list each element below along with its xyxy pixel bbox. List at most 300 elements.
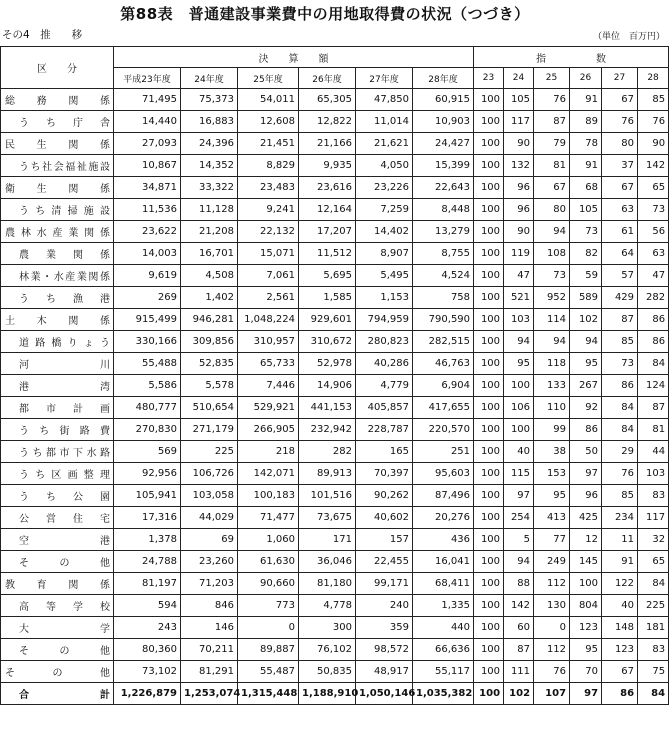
amount-cell: 0	[238, 617, 299, 639]
index-cell: 100	[474, 287, 504, 309]
index-cell: 76	[534, 89, 570, 111]
index-cell: 32	[638, 529, 669, 551]
table-body	[1, 89, 669, 705]
amount-cell: 225	[181, 441, 238, 463]
row-label-text: 衛 生 関 係	[5, 184, 110, 195]
amount-cell: 36,046	[299, 551, 356, 573]
index-cell: 804	[570, 595, 602, 617]
table-row	[1, 485, 669, 507]
row-label-text: うち都市下水路	[19, 448, 110, 459]
amount-cell: 101,516	[299, 485, 356, 507]
index-cell: 100	[474, 661, 504, 683]
index-cell: 106	[504, 397, 534, 419]
row-label	[1, 331, 114, 353]
row-label	[1, 309, 114, 331]
row-label-text: 大 学	[19, 624, 110, 635]
amount-cell: 8,755	[413, 243, 474, 265]
amount-cell: 4,524	[413, 265, 474, 287]
amount-cell: 23,483	[238, 177, 299, 199]
row-label	[1, 89, 114, 111]
row-label-text: 河 川	[19, 360, 110, 371]
index-cell: 142	[638, 155, 669, 177]
row-label	[1, 617, 114, 639]
index-cell: 65	[638, 177, 669, 199]
amount-cell: 71,495	[114, 89, 181, 111]
row-label	[1, 287, 114, 309]
table-row	[1, 155, 669, 177]
index-cell: 89	[570, 111, 602, 133]
amount-cell: 55,488	[114, 353, 181, 375]
amount-cell: 40,602	[356, 507, 413, 529]
index-cell: 94	[504, 331, 534, 353]
amount-cell: 23,226	[356, 177, 413, 199]
index-cell: 145	[570, 551, 602, 573]
amount-cell: 73,675	[299, 507, 356, 529]
amount-cell: 76,102	[299, 639, 356, 661]
index-cell: 97	[504, 485, 534, 507]
index-cell: 413	[534, 507, 570, 529]
index-cell: 87	[534, 111, 570, 133]
index-cell: 117	[504, 111, 534, 133]
index-cell: 100	[474, 265, 504, 287]
index-cell: 130	[534, 595, 570, 617]
amount-cell: 11,512	[299, 243, 356, 265]
amount-cell: 12,822	[299, 111, 356, 133]
amount-cell: 17,316	[114, 507, 181, 529]
amount-cell: 4,779	[356, 375, 413, 397]
index-year-header: 27	[602, 68, 638, 89]
row-label-text: 公 営 住 宅	[19, 514, 110, 525]
index-cell: 90	[638, 133, 669, 155]
row-label	[1, 375, 114, 397]
index-cell: 100	[474, 243, 504, 265]
index-cell: 107	[534, 683, 570, 705]
amount-cell: 310,957	[238, 331, 299, 353]
amount-cell: 46,763	[413, 353, 474, 375]
index-cell: 97	[570, 463, 602, 485]
amount-cell: 15,071	[238, 243, 299, 265]
amount-cell: 23,622	[114, 221, 181, 243]
index-cell: 952	[534, 287, 570, 309]
amount-cell: 529,921	[238, 397, 299, 419]
amount-cell: 44,029	[181, 507, 238, 529]
amount-cell: 24,396	[181, 133, 238, 155]
amount-cell: 55,487	[238, 661, 299, 683]
amount-cell: 8,448	[413, 199, 474, 221]
row-label	[1, 661, 114, 683]
amount-cell: 9,935	[299, 155, 356, 177]
index-cell: 81	[638, 419, 669, 441]
amount-cell: 70,397	[356, 463, 413, 485]
amount-cell: 100,183	[238, 485, 299, 507]
amount-cell: 359	[356, 617, 413, 639]
amount-cell: 9,619	[114, 265, 181, 287]
index-cell: 85	[602, 331, 638, 353]
row-label-text: 港 湾	[19, 382, 110, 393]
index-cell: 99	[534, 419, 570, 441]
index-cell: 73	[602, 353, 638, 375]
index-cell: 60	[504, 617, 534, 639]
index-cell: 47	[638, 265, 669, 287]
amount-cell: 594	[114, 595, 181, 617]
amount-cell: 98,572	[356, 639, 413, 661]
table-row	[1, 243, 669, 265]
row-label-text: 土 木 関 係	[5, 316, 110, 327]
amount-cell: 11,128	[181, 199, 238, 221]
amount-cell: 5,695	[299, 265, 356, 287]
amount-cell: 22,643	[413, 177, 474, 199]
amount-cell: 17,207	[299, 221, 356, 243]
row-label	[1, 419, 114, 441]
index-cell: 133	[534, 375, 570, 397]
index-cell: 0	[534, 617, 570, 639]
index-cell: 124	[638, 375, 669, 397]
index-cell: 37	[602, 155, 638, 177]
index-cell: 12	[570, 529, 602, 551]
amount-cell: 23,260	[181, 551, 238, 573]
amount-cell: 5,578	[181, 375, 238, 397]
amount-cell: 510,654	[181, 397, 238, 419]
row-label	[1, 683, 114, 705]
year-header: 26年度	[299, 68, 356, 89]
index-cell: 100	[474, 133, 504, 155]
amount-cell: 103,058	[181, 485, 238, 507]
amount-cell: 1,153	[356, 287, 413, 309]
table-row	[1, 309, 669, 331]
year-header: 27年度	[356, 68, 413, 89]
index-cell: 103	[504, 309, 534, 331]
amount-cell: 271,179	[181, 419, 238, 441]
index-cell: 44	[638, 441, 669, 463]
index-cell: 112	[534, 639, 570, 661]
amount-cell: 1,060	[238, 529, 299, 551]
year-header: 平成23年度	[114, 68, 181, 89]
index-cell: 67	[602, 661, 638, 683]
amount-cell: 16,883	[181, 111, 238, 133]
index-cell: 100	[474, 639, 504, 661]
index-cell: 105	[570, 199, 602, 221]
amount-cell: 20,276	[413, 507, 474, 529]
amount-cell: 99,171	[356, 573, 413, 595]
amount-cell: 14,906	[299, 375, 356, 397]
amount-cell: 1,188,910	[299, 683, 356, 705]
amount-cell: 70,211	[181, 639, 238, 661]
amount-cell: 81,197	[114, 573, 181, 595]
index-cell: 82	[570, 243, 602, 265]
amount-cell: 12,164	[299, 199, 356, 221]
index-cell: 94	[534, 331, 570, 353]
index-cell: 63	[638, 243, 669, 265]
amount-cell: 33,322	[181, 177, 238, 199]
amount-cell: 21,208	[181, 221, 238, 243]
table-row	[1, 397, 669, 419]
table-row	[1, 551, 669, 573]
index-year-header: 28	[638, 68, 669, 89]
amount-cell: 946,281	[181, 309, 238, 331]
index-cell: 100	[474, 375, 504, 397]
index-cell: 86	[602, 683, 638, 705]
amount-cell: 14,402	[356, 221, 413, 243]
index-cell: 64	[602, 243, 638, 265]
index-year-header: 24	[504, 68, 534, 89]
year-header: 25年度	[238, 68, 299, 89]
row-label-text: 都 市 計 画	[19, 404, 110, 415]
amount-cell: 40,286	[356, 353, 413, 375]
amount-cell: 773	[238, 595, 299, 617]
row-label-text: 総 務 関 係	[5, 96, 110, 107]
amount-cell: 73,102	[114, 661, 181, 683]
row-label-text: 農 業 関 係	[19, 250, 110, 261]
amount-cell: 282	[299, 441, 356, 463]
table-row	[1, 463, 669, 485]
index-cell: 83	[638, 639, 669, 661]
index-cell: 100	[474, 463, 504, 485]
table-row	[1, 595, 669, 617]
section-subtitle: その4 推 移	[2, 29, 83, 41]
amount-cell: 790,590	[413, 309, 474, 331]
amount-cell: 1,315,448	[238, 683, 299, 705]
table-row	[1, 89, 669, 111]
index-cell: 59	[570, 265, 602, 287]
index-cell: 86	[638, 309, 669, 331]
index-cell: 96	[570, 485, 602, 507]
amount-cell: 65,305	[299, 89, 356, 111]
index-cell: 100	[570, 573, 602, 595]
amount-cell: 81,291	[181, 661, 238, 683]
index-cell: 100	[474, 89, 504, 111]
amount-cell: 90,660	[238, 573, 299, 595]
index-cell: 81	[534, 155, 570, 177]
amount-cell: 220,570	[413, 419, 474, 441]
amount-cell: 480,777	[114, 397, 181, 419]
amount-cell: 54,011	[238, 89, 299, 111]
amount-cell: 27,093	[114, 133, 181, 155]
row-label-text: 林業・水産業関係	[19, 272, 110, 283]
index-cell: 100	[474, 177, 504, 199]
table-row	[1, 529, 669, 551]
amount-cell: 1,253,074	[181, 683, 238, 705]
amount-cell: 16,701	[181, 243, 238, 265]
amount-cell: 92,956	[114, 463, 181, 485]
amount-cell: 61,630	[238, 551, 299, 573]
amount-cell: 21,166	[299, 133, 356, 155]
index-cell: 267	[570, 375, 602, 397]
index-cell: 142	[504, 595, 534, 617]
row-label	[1, 177, 114, 199]
index-cell: 100	[504, 375, 534, 397]
index-header: 指 数	[474, 47, 669, 68]
amount-cell: 15,399	[413, 155, 474, 177]
amount-cell: 22,132	[238, 221, 299, 243]
amount-cell: 81,180	[299, 573, 356, 595]
index-cell: 78	[570, 133, 602, 155]
index-cell: 100	[474, 221, 504, 243]
row-label-text: う ち 清 掃 施 設	[19, 206, 110, 217]
index-cell: 40	[504, 441, 534, 463]
index-cell: 76	[638, 111, 669, 133]
index-cell: 88	[504, 573, 534, 595]
amount-cell: 228,787	[356, 419, 413, 441]
row-label-text: 民 生 関 係	[5, 140, 110, 151]
index-cell: 86	[570, 419, 602, 441]
index-cell: 84	[602, 397, 638, 419]
amount-cell: 11,536	[114, 199, 181, 221]
amount-cell: 165	[356, 441, 413, 463]
amount-cell: 1,226,879	[114, 683, 181, 705]
index-cell: 86	[638, 331, 669, 353]
amount-cell: 90,262	[356, 485, 413, 507]
index-cell: 97	[570, 683, 602, 705]
amount-cell: 60,915	[413, 89, 474, 111]
amount-cell: 16,041	[413, 551, 474, 573]
amount-cell: 232,942	[299, 419, 356, 441]
index-cell: 254	[504, 507, 534, 529]
index-cell: 85	[602, 485, 638, 507]
amount-cell: 50,835	[299, 661, 356, 683]
amount-cell: 14,440	[114, 111, 181, 133]
index-cell: 100	[474, 199, 504, 221]
amount-cell: 87,496	[413, 485, 474, 507]
amount-cell: 569	[114, 441, 181, 463]
index-cell: 95	[570, 639, 602, 661]
index-cell: 100	[474, 617, 504, 639]
amount-cell: 21,621	[356, 133, 413, 155]
row-label	[1, 199, 114, 221]
index-cell: 96	[504, 199, 534, 221]
index-cell: 103	[638, 463, 669, 485]
index-cell: 75	[638, 661, 669, 683]
index-cell: 73	[638, 199, 669, 221]
index-cell: 73	[570, 221, 602, 243]
index-cell: 123	[570, 617, 602, 639]
index-cell: 94	[504, 551, 534, 573]
index-cell: 114	[534, 309, 570, 331]
index-cell: 67	[602, 89, 638, 111]
index-cell: 76	[602, 111, 638, 133]
amount-cell: 794,959	[356, 309, 413, 331]
amount-cell: 8,907	[356, 243, 413, 265]
index-cell: 225	[638, 595, 669, 617]
index-cell: 102	[504, 683, 534, 705]
table-row	[1, 617, 669, 639]
category-header: 区 分	[1, 47, 114, 89]
year-header: 28年度	[413, 68, 474, 89]
index-cell: 118	[534, 353, 570, 375]
table-row	[1, 507, 669, 529]
amount-cell: 12,608	[238, 111, 299, 133]
amount-cell: 75,373	[181, 89, 238, 111]
index-cell: 80	[602, 133, 638, 155]
amount-cell: 1,585	[299, 287, 356, 309]
amount-cell: 11,014	[356, 111, 413, 133]
amount-cell: 4,508	[181, 265, 238, 287]
index-cell: 148	[602, 617, 638, 639]
index-cell: 67	[602, 177, 638, 199]
index-year-header: 25	[534, 68, 570, 89]
amount-cell: 24,788	[114, 551, 181, 573]
table-row	[1, 661, 669, 683]
amount-cell: 4,050	[356, 155, 413, 177]
row-label-text: うち社会福祉施設	[19, 162, 110, 173]
index-cell: 5	[504, 529, 534, 551]
row-label	[1, 507, 114, 529]
amount-cell: 2,561	[238, 287, 299, 309]
amount-cell: 34,871	[114, 177, 181, 199]
row-label	[1, 155, 114, 177]
index-cell: 86	[602, 375, 638, 397]
amount-cell: 266,905	[238, 419, 299, 441]
amount-cell: 243	[114, 617, 181, 639]
settlement-header: 決 算 額	[114, 47, 474, 68]
amount-cell: 1,050,146	[356, 683, 413, 705]
table-row	[1, 221, 669, 243]
index-cell: 84	[638, 573, 669, 595]
amount-cell: 47,850	[356, 89, 413, 111]
amount-cell: 71,477	[238, 507, 299, 529]
row-label	[1, 639, 114, 661]
amount-cell: 1,378	[114, 529, 181, 551]
row-label	[1, 485, 114, 507]
amount-cell: 915,499	[114, 309, 181, 331]
amount-cell: 7,259	[356, 199, 413, 221]
row-label-text: 道 路 橋 り ょ う	[19, 338, 110, 349]
amount-cell: 14,352	[181, 155, 238, 177]
unit-label: （単位 百万円）	[592, 32, 665, 42]
index-cell: 108	[534, 243, 570, 265]
index-cell: 76	[602, 463, 638, 485]
amount-cell: 89,887	[238, 639, 299, 661]
index-cell: 123	[602, 639, 638, 661]
index-cell: 95	[534, 485, 570, 507]
amount-cell: 929,601	[299, 309, 356, 331]
row-label-text: う ち 庁 舎	[19, 118, 110, 129]
row-label	[1, 221, 114, 243]
row-label-text: そ の 他	[19, 646, 110, 657]
index-cell: 102	[570, 309, 602, 331]
index-cell: 100	[474, 441, 504, 463]
index-cell: 68	[570, 177, 602, 199]
index-cell: 100	[474, 353, 504, 375]
row-label-text: うち区画整理	[19, 470, 110, 481]
row-label	[1, 133, 114, 155]
index-cell: 100	[474, 331, 504, 353]
row-label	[1, 243, 114, 265]
amount-cell: 758	[413, 287, 474, 309]
index-cell: 100	[474, 573, 504, 595]
index-cell: 29	[602, 441, 638, 463]
row-label	[1, 397, 114, 419]
index-cell: 77	[534, 529, 570, 551]
table-row	[1, 419, 669, 441]
index-cell: 95	[504, 353, 534, 375]
amount-cell: 300	[299, 617, 356, 639]
amount-cell: 48,917	[356, 661, 413, 683]
table-row	[1, 683, 669, 705]
table-row	[1, 265, 669, 287]
amount-cell: 95,603	[413, 463, 474, 485]
index-cell: 47	[504, 265, 534, 287]
amount-cell: 846	[181, 595, 238, 617]
index-cell: 100	[474, 485, 504, 507]
row-label-text: そ の 他	[5, 668, 110, 679]
index-cell: 91	[570, 89, 602, 111]
row-label-text: 農林水産業関係	[5, 228, 110, 239]
index-cell: 94	[570, 331, 602, 353]
amount-cell: 282,515	[413, 331, 474, 353]
year-header: 24年度	[181, 68, 238, 89]
amount-cell: 66,636	[413, 639, 474, 661]
amount-cell: 1,402	[181, 287, 238, 309]
